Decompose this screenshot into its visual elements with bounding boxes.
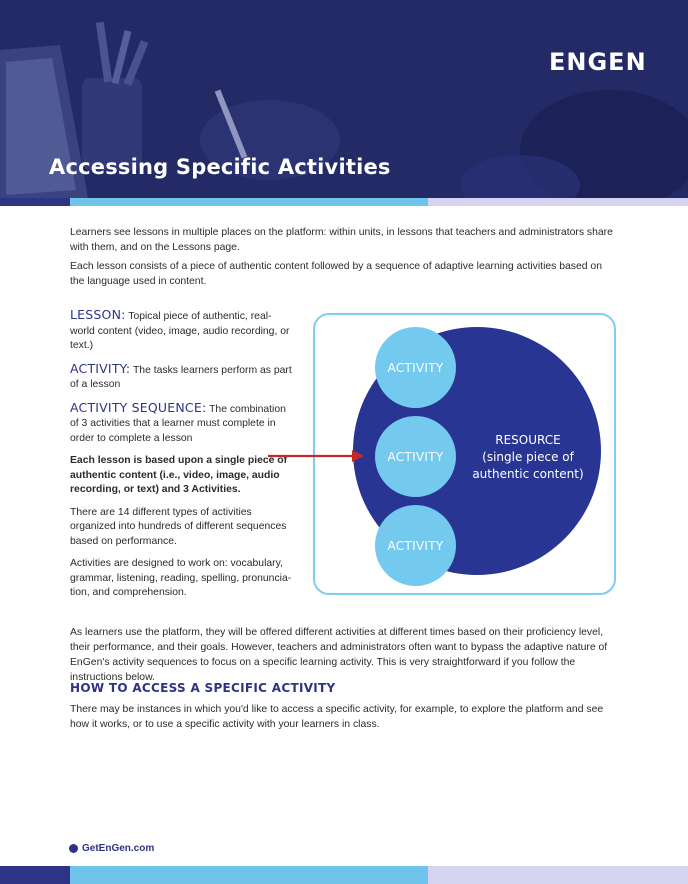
- intro-paragraph-2: Each lesson consists of a piece of authentic content followed by a sequence of adaptive learning activities based on the language used in content.: [70, 261, 602, 287]
- skills-note: Activities are designed to work on: vocabulary, grammar, listening, reading, spelling, pronuncia-tion, and comprehension.: [70, 558, 292, 598]
- lesson-definition: [70, 308, 292, 354]
- hero-banner: [0, 0, 688, 198]
- sequence-term: ACTIVITY SEQUENCE:: [70, 399, 207, 415]
- resource-subtitle: (single piece of authentic content): [472, 450, 584, 481]
- bold-note: Each lesson is based upon a single piece of authentic content (i.e., video, image, audio recording, or text) and 3 Activities.: [70, 455, 288, 495]
- section-paragraph: There may be instances in which you'd like to access a specific activity, for example, to explore the platform and see how it works, or to use a specific activity with your learners in class.: [70, 704, 604, 730]
- lesson-term: LESSON:: [70, 307, 126, 322]
- footer-link[interactable]: [69, 843, 154, 854]
- sequence-definition: [70, 401, 292, 447]
- activity-circle-2: ACTIVITY: [375, 416, 456, 497]
- section-heading: HOW TO ACCESS A SPECIFIC ACTIVITY: [70, 681, 336, 695]
- types-note: There are 14 different types of activities organized into hundreds of different sequences based on performance.: [70, 506, 287, 547]
- top-stripe-blue: [70, 198, 428, 206]
- intro-paragraph-1: Learners see lessons in multiple places on the platform: within units, in lessons that teachers and administrators share with them, and on the Lessons page.: [70, 227, 613, 253]
- footer-link-text[interactable]: GetEnGen.com: [82, 843, 155, 854]
- bottom-stripe-navy: [0, 866, 70, 884]
- activity-circle-3: ACTIVITY: [375, 505, 456, 586]
- activity-circle-1: ACTIVITY: [375, 327, 456, 408]
- activity-term: ACTIVITY:: [70, 360, 131, 376]
- lesson-text: Topical piece of authentic, real-world content (video, image, audio recording, or text.): [70, 311, 290, 351]
- activity-text: The tasks learners perform as part of a lesson: [70, 364, 292, 390]
- engen-logo: ENGEN: [549, 48, 647, 76]
- bullet-icon: [69, 844, 78, 853]
- resource-title: RESOURCE: [495, 433, 561, 447]
- resource-label: [468, 432, 588, 483]
- definitions-column: [70, 308, 292, 609]
- activity-definition: [70, 362, 292, 393]
- page-title: Accessing Specific Activities: [49, 155, 391, 179]
- top-stripe-navy: [0, 198, 70, 206]
- top-stripe-lavender: [428, 198, 688, 206]
- body-paragraph: As learners use the platform, they will be offered different activities at different times based on their proficiency level, their performance, and their goals. However, teachers and administrators often want to bypass the adaptive nature of EnGen's activity sequences to focus on a specific learning activity. This is very straightforward if you follow the instructions below.: [70, 627, 608, 683]
- bottom-stripe-lavender: [428, 866, 688, 884]
- arrow-icon: [268, 449, 364, 463]
- sequence-text: The combination of 3 activities that a learner must complete in order to complete a lesson: [70, 403, 286, 444]
- bottom-stripe-blue: [70, 866, 428, 884]
